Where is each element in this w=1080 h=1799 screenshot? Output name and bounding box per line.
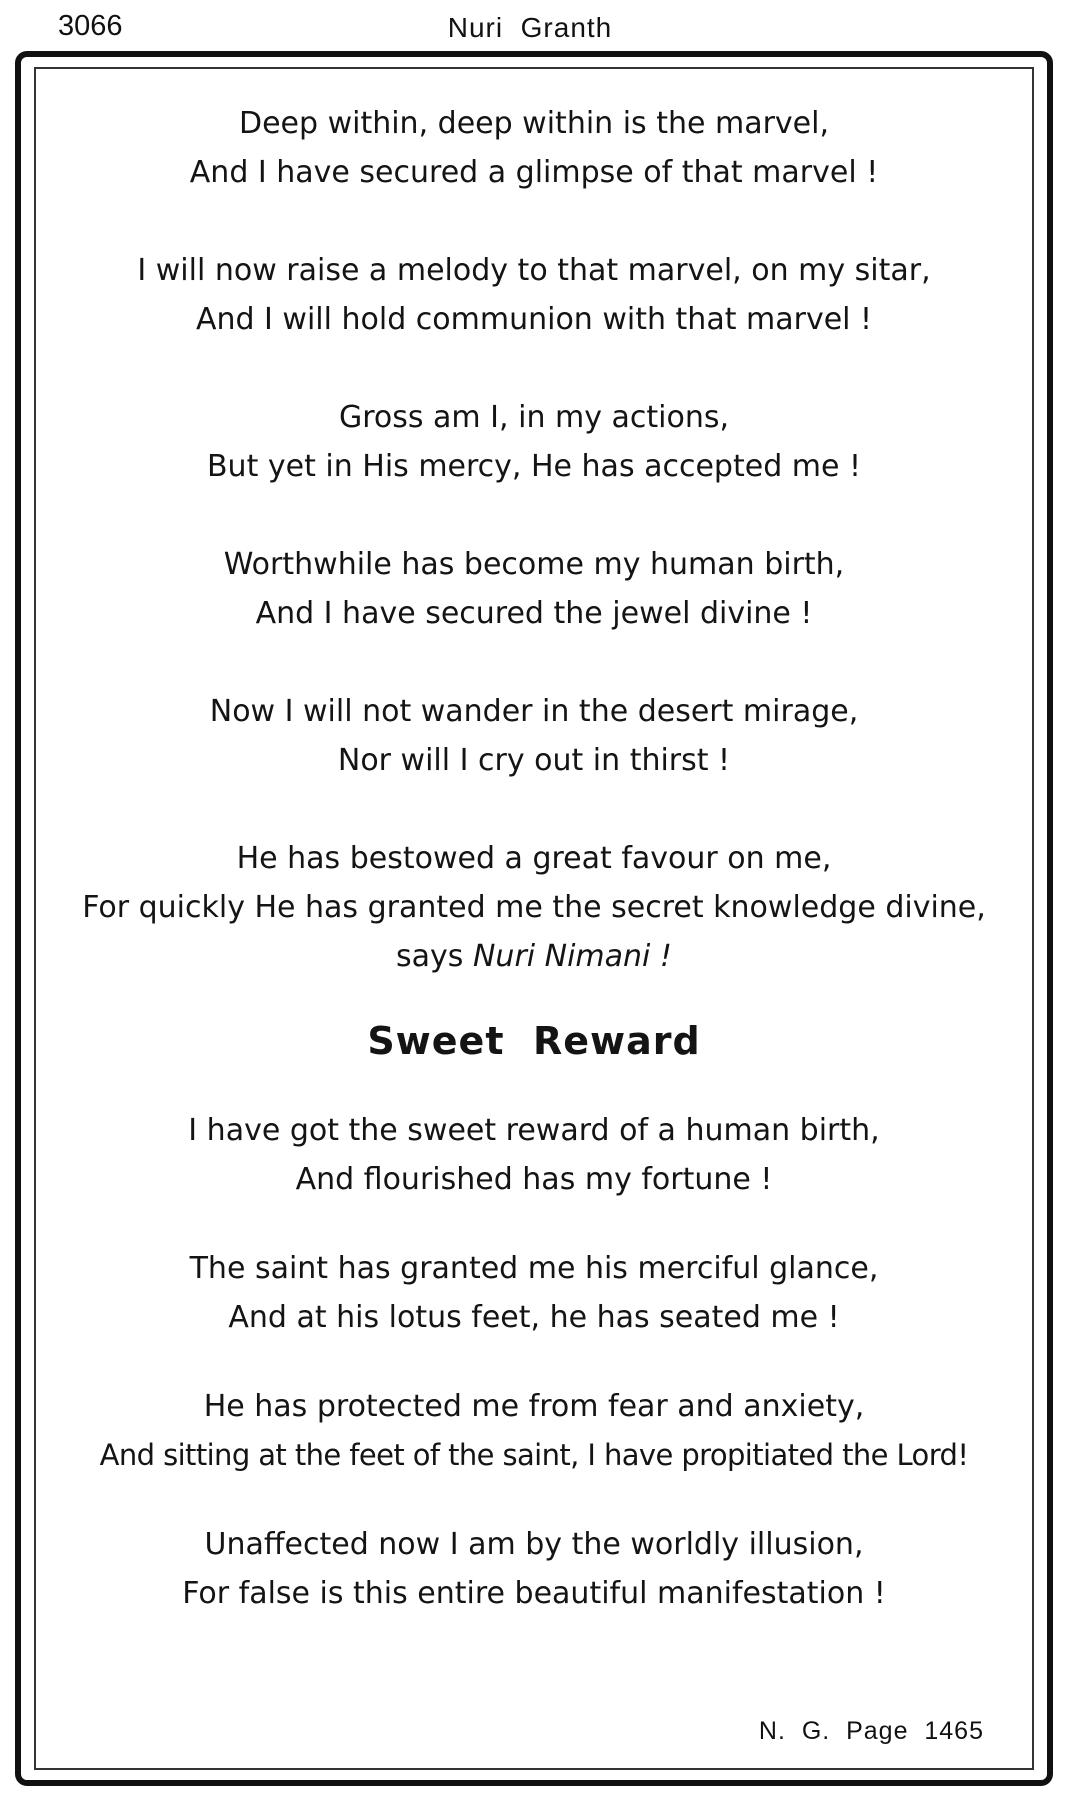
verse-line: For quickly He has granted me the secret knowledge divine, [82, 890, 986, 925]
stanza [36, 1106, 1032, 1204]
verse-line: And sitting at the feet of the saint, I have propitiated the Lord! [99, 1438, 969, 1472]
page-number: 3066 [58, 10, 123, 42]
stanza [36, 246, 1032, 344]
verse-line: Now I will not wander in the desert mirage, [209, 694, 859, 729]
verse-line: Unaffected now I am by the worldly illusion, [204, 1527, 864, 1562]
inner-frame [34, 67, 1034, 1770]
stanza [36, 393, 1032, 491]
author-name: Nuri Nimani ! [472, 939, 672, 974]
verse-line: Nor will I cry out in thirst ! [337, 743, 731, 778]
stanza [36, 687, 1032, 785]
verse-line: Worthwhile has become my human birth, [223, 547, 845, 582]
stanza [36, 540, 1032, 638]
page-reference: N. G. Page 1465 [758, 1717, 984, 1745]
verse-line: But yet in His mercy, He has accepted me ! [206, 449, 862, 484]
verse-line: I have got the sweet reward of a human birth, [188, 1113, 880, 1148]
verse-line: And I have secured the jewel divine ! [255, 596, 813, 631]
stanza [36, 1244, 1032, 1342]
page-header [0, 0, 1080, 50]
page-frame [15, 51, 1053, 1786]
section-title: Sweet Reward [367, 1019, 701, 1063]
verse-line: Deep within, deep within is the marvel, [238, 106, 830, 141]
book-title: Nuri Granth [447, 12, 613, 43]
verse-line: The saint has granted me his merciful glance, [189, 1251, 879, 1286]
verse-line: He has bestowed a great favour on me, [236, 841, 832, 876]
verse-line: And I have secured a glimpse of that marvel ! [189, 155, 879, 190]
verse-line: And at his lotus feet, he has seated me ! [228, 1300, 840, 1335]
verse-line: For false is this entire beautiful manifestation ! [182, 1576, 886, 1611]
stanza [36, 1520, 1032, 1618]
verse-line: He has protected me from fear and anxiety, [203, 1389, 865, 1424]
verse-line: And flourished has my fortune ! [295, 1162, 773, 1197]
author-attribution [36, 932, 1032, 981]
verse-line: Gross am I, in my actions, [338, 400, 730, 435]
poem-body [36, 99, 1032, 1618]
stanza [36, 99, 1032, 197]
closing-stanza [36, 834, 1032, 981]
stanza [36, 1382, 1032, 1480]
says-prefix: says [396, 939, 464, 974]
verse-line: I will now raise a melody to that marvel, on my sitar, [137, 253, 931, 288]
verse-line: And I will hold communion with that marvel ! [195, 302, 873, 337]
